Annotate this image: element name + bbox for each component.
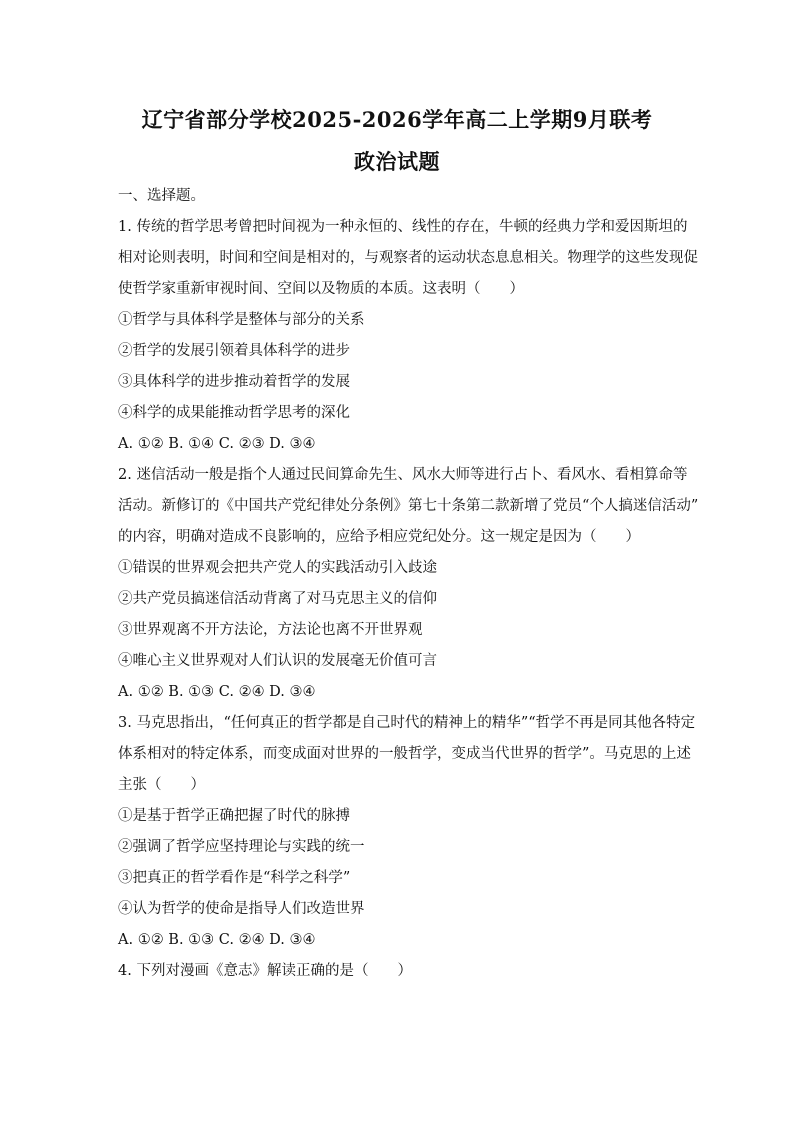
q1-answer-choices: A. ①② B. ①④ C. ②③ D. ③④: [118, 436, 316, 452]
q1-option: ②哲学的发展引领着具体科学的进步: [118, 343, 350, 359]
q1-option: ④科学的成果能推动哲学思考的深化: [118, 405, 350, 421]
q3-answer-choices: A. ①② B. ①③ C. ②④ D. ③④: [118, 932, 316, 948]
q2-option: ②共产党员搞迷信活动背离了对马克思主义的信仰: [118, 591, 437, 607]
q2-stem-line: 2. 迷信活动一般是指个人通过民间算命先生、风水大师等进行占卜、看风水、看相算命等: [118, 467, 688, 483]
q1-option: ①哲学与具体科学是整体与部分的关系: [118, 312, 365, 328]
section-heading: 一、选择题。: [118, 188, 205, 204]
q1-stem-line: 使哲学家重新审视时间、空间以及物质的本质。这表明（ ）: [118, 281, 524, 297]
q2-option: ④唯心主义世界观对人们认识的发展毫无价值可言: [118, 653, 437, 669]
q1-stem-line: 相对论则表明，时间和空间是相对的，与观察者的运动状态息息相关。物理学的这些发现促: [118, 250, 698, 266]
q3-stem-line: 3. 马克思指出，“任何真正的哲学都是自己时代的精神上的精华”“哲学不再是同其他各特定: [118, 715, 696, 731]
q2-answer-choices: A. ①② B. ①③ C. ②④ D. ③④: [118, 684, 316, 700]
q3-option: ①是基于哲学正确把握了时代的脉搏: [118, 808, 350, 824]
q1-stem-line: 1. 传统的哲学思考曾把时间视为一种永恒的、线性的存在，牛顿的经典力学和爱因斯坦的: [118, 219, 688, 235]
exam-subject: 政治试题: [354, 149, 440, 174]
q3-option: ②强调了哲学应坚持理论与实践的统一: [118, 839, 365, 855]
exam-title: 辽宁省部分学校2025-2026学年高二上学期9月联考: [141, 107, 653, 132]
q3-option: ③把真正的哲学看作是“科学之科学”: [118, 870, 351, 886]
q3-stem-line: 体系相对的特定体系，而变成面对世界的一般哲学，变成当代世界的哲学”。马克思的上述: [118, 746, 691, 762]
q2-stem-line: 的内容，明确对造成不良影响的，应给予相应党纪处分。这一规定是因为（ ）: [118, 529, 640, 545]
q2-option: ①错误的世界观会把共产党人的实践活动引入歧途: [118, 560, 437, 576]
q2-stem-line: 活动。新修订的《中国共产党纪律处分条例》第七十条第二款新增了党员“个人搞迷信活动”: [118, 498, 699, 514]
q3-stem-line: 主张（ ）: [118, 777, 205, 793]
q1-option: ③具体科学的进步推动着哲学的发展: [118, 374, 350, 390]
q2-option: ③世界观离不开方法论，方法论也离不开世界观: [118, 622, 423, 638]
q4-stem-line: 4. 下列对漫画《意志》解读正确的是（ ）: [118, 963, 412, 979]
q3-option: ④认为哲学的使命是指导人们改造世界: [118, 901, 365, 917]
